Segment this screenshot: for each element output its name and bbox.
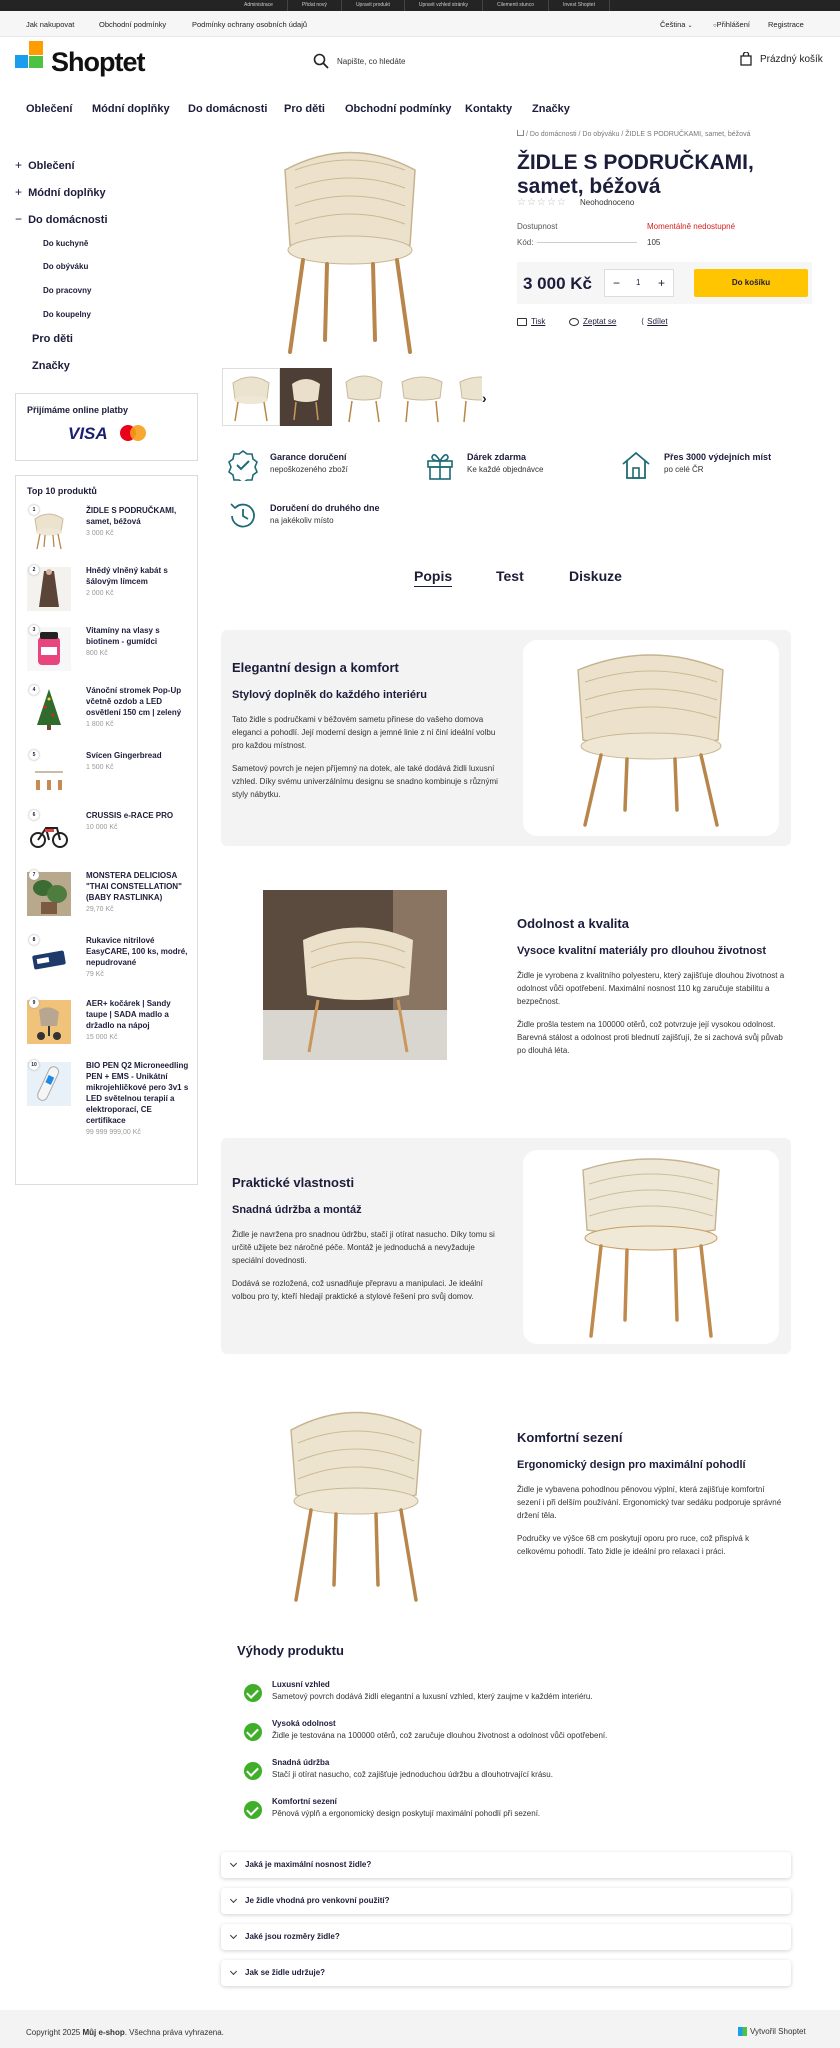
product-price: 3 000 Kč [86, 530, 114, 537]
chevron-down-icon [230, 1968, 237, 1975]
faq-item[interactable] [221, 1852, 791, 1878]
description-section [221, 1390, 791, 1610]
admin-link[interactable]: Cilementi stunco [483, 0, 549, 11]
benefit-text: Pěnová výplň a ergonomický design poskytují maximální pohodlí při sezení. [272, 1809, 541, 1818]
section-subheading: Stylový doplněk do každého interiéru [232, 689, 427, 701]
section-paragraph: Tato židle s područkami v béžovém sametu přinese do vašeho domova eleganci a pohodlí. Její moderní design a jemné linie z ní činí ideální volbu pro každou místnost. [232, 715, 496, 750]
printer-icon [517, 318, 527, 326]
nav-item-obleceni[interactable]: Oblečení [26, 103, 73, 115]
benefit-text: Židle je testována na 100000 otěrů, což zaručuje dlouhou životnost a odolnost vůči opotřebení. [272, 1731, 608, 1740]
add-to-cart-button[interactable]: Do košíku [694, 269, 808, 297]
benefit-text: Stačí ji otírat nasucho, což zajišťuje jednoduchou údržbu a dlouhotrvající krásu. [272, 1770, 553, 1779]
section-image [523, 640, 779, 836]
section-heading: Praktické vlastnosti [232, 1175, 355, 1190]
language-label: Čeština [660, 20, 686, 29]
copyright [26, 2028, 224, 2037]
section-paragraph: Židle je vybavena pohodlnou pěnovou výplní, která zajišťuje komfortní sezení i při delším používání. Ergonomický tvar sedáku podporuje správné držení těla. [517, 1485, 782, 1520]
product-name[interactable]: Vánoční stromek Pop-Up včetně ozdob a LED osvětlení 150 cm | zelený [86, 686, 182, 717]
print-label: Tisk [531, 317, 546, 326]
section-paragraph: Dodává se rozložená, což usnadňuje přepravu a manipulaci. Je ideální volbou pro ty, kteří hledají praktické a stylové řešení pro svůj domov. [232, 1279, 483, 1301]
faq-item[interactable] [221, 1888, 791, 1914]
search-box[interactable] [313, 53, 513, 71]
copyright-year: Copyright 2025 [26, 2028, 81, 2037]
visa-logo: VISA [68, 424, 108, 443]
gift-icon [424, 449, 456, 481]
availability-label: Dostupnost [517, 222, 558, 231]
buy-box [517, 262, 812, 304]
nav-item-modni-doplnky[interactable]: Módní doplňky [92, 103, 170, 115]
feature-title: Garance doručení [270, 452, 347, 462]
check-icon [244, 1762, 262, 1780]
sidebar-subcategory-koupelna[interactable]: Do koupelny [43, 310, 92, 319]
description-section [221, 870, 791, 1090]
chat-icon [569, 318, 579, 326]
made-by-label: Vytvořil Shoptet [750, 2027, 806, 2036]
tab-test[interactable]: Test [496, 568, 524, 584]
page-title: ŽIDLE S PODRUČKAMI, samet, béžová [517, 151, 754, 198]
product-price: 1 800 Kč [86, 721, 114, 728]
section-heading: Odolnost a kvalita [517, 916, 629, 931]
product-thumbnail[interactable] [280, 368, 332, 426]
payments-title: Přijímáme online platby [27, 405, 129, 415]
product-name[interactable]: Vitamíny na vlasy s biotinem - gumídci [86, 626, 160, 646]
shop-name[interactable]: Můj e-shop [82, 2028, 125, 2037]
product-price: 800 Kč [86, 650, 108, 657]
product-price: 10 000 Kč [86, 824, 118, 831]
sidebar-subcategory-obyvak[interactable]: Do obýváku [43, 262, 89, 271]
home-icon[interactable] [517, 130, 524, 136]
feature-title: Dárek zdarma [467, 452, 527, 462]
benefit-title: Luxusní vzhled [272, 1680, 330, 1689]
divider [537, 242, 637, 243]
feature-item [467, 452, 544, 474]
product-thumbnail[interactable] [338, 368, 390, 426]
footer [0, 2010, 840, 2048]
benefit-text: Sametový povrch dodává židli elegantní a luxusní vzhled, který zaujme v každém interiéru. [272, 1692, 593, 1701]
benefit-title: Snadná údržba [272, 1758, 330, 1767]
chevron-right-icon[interactable]: › [482, 390, 487, 406]
product-name[interactable]: Hnědý vlněný kabát s šálovým límcem [86, 566, 168, 586]
sidebar-category-znacky[interactable]: Značky [32, 360, 70, 372]
shoptet-logo-icon [738, 2027, 747, 2036]
rank-badge: 1 [29, 505, 39, 515]
product-name[interactable]: Svícen Gingerbread [86, 751, 162, 760]
category-label: Oblečení [28, 160, 75, 172]
share-label: Sdílet [647, 317, 668, 326]
lock-icon: ○ [713, 23, 717, 29]
plus-button[interactable]: + [657, 276, 665, 290]
faq-question: Jak se židle udržuje? [245, 1968, 326, 1977]
logo[interactable] [15, 43, 147, 75]
link-privacy[interactable]: Podmínky ochrany osobních údajů [192, 20, 308, 29]
section-heading: Komfortní sezení [517, 1430, 623, 1445]
section-paragraph: Židle prošla testem na 100000 otěrů, což potvrzuje její vysokou odolnost. Barevná stálost a odolnost proti blednutí zajišťují, že si zachová svůj půvab po dlouhá léta. [517, 1020, 783, 1055]
section-subheading: Snadná údržba a montáž [232, 1204, 362, 1216]
link-terms[interactable]: Obchodní podmínky [99, 20, 167, 29]
nav-item-kontakty[interactable]: Kontakty [465, 103, 513, 115]
description-section [221, 1138, 791, 1354]
search-input[interactable]: Napište, co hledáte [337, 57, 406, 66]
description-section [221, 630, 791, 846]
feature-title: Doručení do druhého dne [270, 503, 380, 513]
logo-square-orange [29, 41, 43, 55]
login-link[interactable] [713, 20, 750, 29]
section-image [523, 1150, 779, 1344]
chevron-down-icon [230, 1860, 237, 1867]
tab-diskuze[interactable]: Diskuze [569, 568, 622, 584]
section-paragraph: Židle je navržena pro snadnou údržbu, stačí ji otírat nasucho. Díky tomu si určitě užijete bez náročné péče. Montáž je jednoduchá a nevyžaduje speciální dovednosti. [232, 1230, 495, 1265]
product-price: 2 000 Kč [86, 590, 114, 597]
chevron-down-icon [230, 1932, 237, 1939]
faq-question: Je židle vhodná pro venkovní použití? [245, 1896, 390, 1905]
product-price: 3 000 Kč [523, 274, 592, 293]
section-image [263, 890, 447, 1060]
rating-stars[interactable]: ☆☆☆☆☆ [517, 197, 567, 208]
quantity-input[interactable]: 1 [636, 278, 641, 287]
product-name[interactable]: BIO PEN Q2 Microneedling PEN + EMS - Unikátní mikrojehličkové pero 3v1 s LED světelnou terapií a elektroporací, CE certifikace [86, 1061, 189, 1125]
cart-icon [740, 52, 752, 66]
share-link[interactable] [641, 317, 668, 326]
faq-question: Jaká je maximální nosnost židle? [245, 1860, 372, 1869]
tab-popis[interactable]: Popis [414, 568, 452, 587]
product-name[interactable]: Rukavice nitrilové EasyCARE, 100 ks, modré, nepudrované [86, 936, 188, 967]
product-thumbnail[interactable] [454, 368, 482, 426]
nav-item-obchodni-podminky[interactable]: Obchodní podmínky [345, 103, 452, 115]
code-value: 105 [647, 238, 661, 247]
rank-badge: 7 [29, 870, 39, 880]
section-paragraph: Sametový povrch je nejen příjemný na dotek, ale také dodává židli luxusní vzhled. Díky svému univerzálnímu designu se snadno kombinuje s různými styly nábytku. [232, 764, 498, 799]
logo-text: Shoptet [51, 47, 145, 77]
feature-subtitle: nepoškozeného zboží [270, 465, 348, 474]
print-link[interactable] [517, 317, 545, 326]
section-subheading: Ergonomický design pro maximální pohodlí [517, 1459, 746, 1471]
sidebar-category-do-domacnosti[interactable] [15, 212, 108, 226]
share-icon: ⟨ [641, 317, 645, 326]
section-subheading: Vysoce kvalitní materiály pro dlouhou životnost [517, 945, 766, 957]
faq-item[interactable] [221, 1960, 791, 1986]
check-icon [244, 1801, 262, 1819]
ask-label: Zeptat se [583, 317, 617, 326]
register-link[interactable]: Registrace [768, 20, 804, 29]
category-label: Do domácnosti [28, 214, 108, 226]
plus-icon: + [15, 158, 23, 172]
rank-badge: 2 [29, 565, 39, 575]
chevron-down-icon: ⌄ [687, 23, 693, 29]
sidebar-category-obleceni[interactable] [15, 158, 75, 172]
badge-check-icon [227, 449, 259, 481]
feature-subtitle: po celé ČR [664, 465, 704, 474]
plus-icon: + [15, 185, 23, 199]
faq-question: Jaké jsou rozměry židle? [245, 1932, 340, 1941]
link-how-to-buy[interactable]: Jak nakupovat [26, 20, 75, 29]
sidebar-subcategory-kuchyne[interactable]: Do kuchyně [43, 239, 89, 248]
category-label: Módní doplňky [28, 187, 106, 199]
product-name[interactable]: CRUSSIS e-RACE PRO [86, 811, 174, 820]
top10-title: Top 10 produktů [27, 486, 97, 496]
minus-button[interactable]: − [613, 276, 621, 290]
rank-badge: 9 [29, 998, 39, 1008]
admin-bar [0, 0, 840, 11]
benefits-title: Výhody produktu [237, 1643, 344, 1658]
product-price: 99 999 999,00 Kč [86, 1129, 141, 1136]
rank-badge: 8 [29, 935, 39, 945]
language-select[interactable] [660, 20, 693, 29]
section-heading: Elegantní design a komfort [232, 660, 399, 675]
breadcrumb[interactable] [517, 130, 750, 138]
breadcrumb-text[interactable]: / Do domácnosti / Do obýváku / ŽIDLE S PODRUČKAMI, samet, béžová [526, 131, 751, 138]
sidebar-category-pro-deti[interactable]: Pro děti [32, 333, 73, 345]
top-links-bar [0, 11, 840, 37]
search-icon [313, 53, 329, 69]
code-label: Kód: [517, 238, 534, 247]
ask-link[interactable] [569, 317, 616, 326]
admin-link[interactable]: Přidat nový [288, 0, 342, 11]
benefit-title: Komfortní sezení [272, 1797, 337, 1806]
check-icon [244, 1723, 262, 1741]
product-price: 15 000 Kč [86, 1034, 118, 1041]
product-main-image[interactable] [255, 140, 445, 360]
feature-subtitle: Ke každé objednávce [467, 465, 544, 474]
quantity-stepper [604, 269, 674, 297]
availability-value: Momentálně nedostupné [647, 222, 736, 231]
section-paragraph: Židle je vyrobena z kvalitního polyesteru, který zajišťuje dlouhou životnost a odolnost vůči opotřebení. Maximální nosnost 110 kg zaručuje stabilitu a bezpečnost. [517, 971, 785, 1006]
nav-item-znacky[interactable]: Značky [532, 103, 570, 115]
rank-badge: 10 [29, 1060, 39, 1070]
logo-square-blue [15, 55, 28, 68]
product-name[interactable]: AER+ kočárek | Sandy taupe | SADA madlo a držadlo na nápoj [86, 999, 171, 1030]
logo-square-green [29, 56, 43, 68]
feature-item [270, 503, 380, 525]
product-name[interactable]: ŽIDLE S PODRUČKAMI, samet, béžová [86, 506, 177, 526]
faq-item[interactable] [221, 1924, 791, 1950]
rank-badge: 6 [29, 810, 39, 820]
rank-badge: 3 [29, 625, 39, 635]
minus-icon: − [15, 212, 23, 226]
admin-link[interactable]: Upravit vzhled stránky [405, 0, 483, 11]
feature-subtitle: na jakékoliv místo [270, 516, 334, 525]
rights-text: . Všechna práva vyhrazena. [124, 2028, 224, 2037]
cart-label: Prázdný košík [760, 54, 823, 65]
chevron-down-icon [230, 1896, 237, 1903]
product-name[interactable]: MONSTERA DELICIOSA "THAI CONSTELLATION" (BABY RASTLINKA) [86, 871, 182, 902]
admin-link[interactable]: Upravit produkt [342, 0, 405, 11]
product-price: 1 500 Kč [86, 764, 114, 771]
payments-box [15, 393, 198, 461]
mastercard-logo [120, 425, 146, 441]
product-price: 29,70 Kč [86, 906, 114, 913]
nav-item-do-domacnosti[interactable]: Do domácnosti [188, 103, 268, 115]
benefit-title: Vysoká odolnost [272, 1719, 336, 1728]
made-by-link[interactable] [738, 2027, 806, 2036]
admin-link[interactable]: Administrace [230, 0, 288, 11]
rank-badge: 4 [29, 685, 39, 695]
section-image [266, 1395, 446, 1605]
nav-item-pro-deti[interactable]: Pro děti [284, 103, 325, 115]
product-thumbnail[interactable] [222, 368, 280, 426]
rank-badge: 5 [29, 750, 39, 760]
feature-item [270, 452, 348, 474]
login-label: Přihlášení [716, 20, 750, 29]
home-icon [620, 449, 652, 481]
clock-icon [227, 500, 259, 532]
check-icon [244, 1684, 262, 1702]
section-paragraph: Područky ve výšce 68 cm poskytují oporu pro ruce, což přispívá k celkovému pohodlí. Tato židle je ideální pro relaxaci i práci. [517, 1534, 750, 1556]
product-price: 79 Kč [86, 971, 104, 978]
rating-label: Neohodnoceno [580, 198, 635, 207]
sidebar-category-modni-doplnky[interactable] [15, 185, 106, 199]
admin-link[interactable]: Invest Shoptet [549, 0, 610, 11]
feature-title: Přes 3000 výdejních míst [664, 452, 772, 462]
product-thumbnail[interactable] [396, 368, 448, 426]
sidebar-subcategory-pracovna[interactable]: Do pracovny [43, 286, 92, 295]
feature-item [664, 452, 771, 474]
